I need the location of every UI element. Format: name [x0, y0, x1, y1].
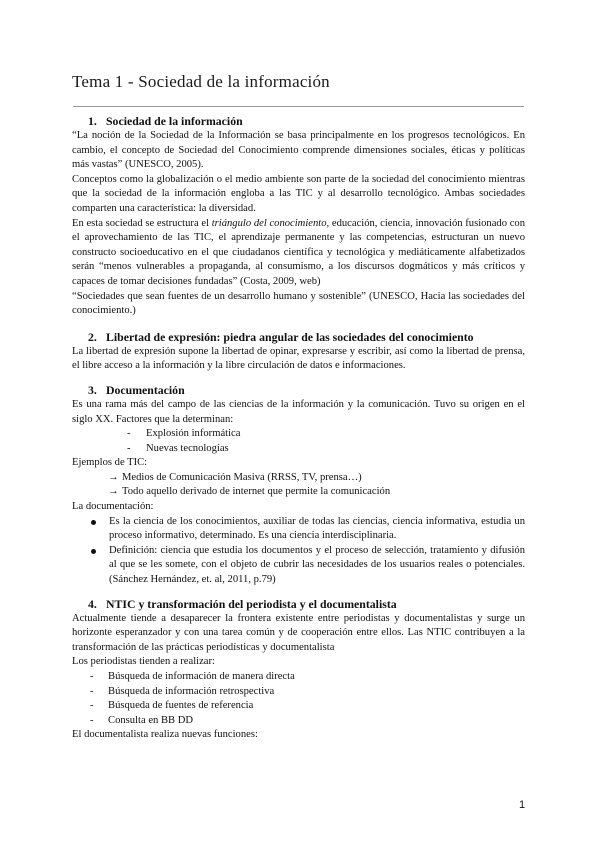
list-item: - Consulta en BB DD — [72, 714, 525, 729]
section-3-title: Documentación — [106, 382, 185, 397]
section-4-title: NTIC y transformación del periodista y el documentalista — [106, 596, 397, 611]
documentation-bullets — [72, 515, 525, 588]
journalists-label: Los periodistas tienden a realizar: — [72, 656, 215, 668]
list-item: - Búsqueda de fuentes de referencia — [72, 699, 525, 714]
list-item — [72, 471, 525, 486]
section-4-paragraph-1: Actualmente tiende a desaparecer la frontera existente entre periodistas y documentalistas y surge un horizonte esperanzador y con una tarea común y de cooperación entre ellos. Las NTIC contribuyen a la transformación de las prácticas periodísticas y documentalista — [72, 612, 525, 653]
bullet-text: Definición: ciencia que estudia los documentos y el proceso de selección, tratamiento y difusión al que se les somete, con el objeto de cubrir las necesidades de los usuarios reales o potenciales. (Sánchez Hernández, et. al, 2011, p.79) — [109, 544, 525, 586]
section-1-p3-after: , educación, ciencia, innovación fusionado con el aprovechamiento de las TIC, el aprendizaje permanente y las competencias, estructuran un nuevo constructo socioeducativo en el que ciudadanos científica y tecnológica y mediáticamente alfabetizados serán “menos vulnerables a propaganda, al consumismo, a los discursos dogmáticos y más críticos y capaces de tomar decisiones fundadas” (Costa, 2009, web) — [72, 217, 526, 287]
section-4-heading — [72, 597, 525, 612]
section-2-heading — [72, 330, 525, 345]
documentation-label: La documentación: — [72, 501, 154, 513]
title-divider — [73, 106, 524, 107]
bullet-text: Es la ciencia de los conocimientos, auxiliar de todas las ciencias, ciencia informativa, estudia un proceso informativo, determinado. Es una ciencia interdisciplinaria. — [109, 515, 525, 542]
section-3-heading — [72, 383, 525, 398]
list-item — [72, 544, 525, 588]
arrow-icon: → — [108, 486, 119, 498]
section-1-title: Sociedad de la información — [106, 114, 243, 128]
journalists-list — [72, 670, 525, 728]
factors-list — [72, 427, 525, 456]
list-item: - Búsqueda de información retrospectiva — [72, 685, 525, 700]
section-1-number: 1. — [88, 114, 97, 128]
section-1-paragraph-4: “Sociedades que sean fuentes de un desarrollo humano y sostenible” (UNESCO, Hacia las sociedades del conocimiento.) — [72, 290, 525, 317]
list-item: - Búsqueda de información de manera directa — [72, 670, 525, 685]
bullet-icon — [91, 549, 96, 554]
section-1-paragraph-3 — [72, 217, 525, 290]
section-1-p3-italic: triángulo del conocimiento — [211, 217, 327, 229]
section-2-number: 2. — [88, 329, 97, 344]
section-4-closing: El documentalista realiza nuevas funciones: — [72, 729, 258, 741]
example-text: Medios de Comunicación Masiva (RRSS, TV, prensa…) — [122, 471, 362, 483]
examples-label: Ejemplos de TIC: — [72, 457, 148, 469]
section-3-number: 3. — [88, 382, 97, 397]
section-1-p3-before: En esta sociedad se estructura el — [72, 217, 212, 229]
list-item: - Explosión informática — [72, 427, 525, 442]
section-2-title: Libertad de expresión: piedra angular de las sociedades del conocimiento — [106, 329, 474, 344]
list-item — [72, 515, 525, 544]
arrow-icon: → — [108, 471, 119, 483]
page-title: Tema 1 - Sociedad de la información — [72, 72, 330, 91]
section-2-paragraph-1: La libertad de expresión supone la libertad de opinar, expresarse y escribir, así como la libertad de prensa, el libre acceso a la información y la libre circulación de datos e informaciones. — [72, 345, 525, 372]
list-item: - Nuevas tecnologías — [72, 442, 525, 457]
examples-list — [72, 471, 525, 500]
list-item — [72, 485, 525, 500]
page-number: 1 — [519, 799, 526, 811]
section-3-paragraph-1: Es una rama más del campo de las ciencias de la información y la comunicación. Tuvo su origen en el siglo XX. Factores que la determinan: — [72, 398, 525, 425]
section-1-paragraph-2: Conceptos como la globalización o el medio ambiente son parte de la sociedad del conocimiento mientras que la sociedad de la información engloba a las TIC y al desarrollo tecnológico. Ambas sociedades comparten una característica: la diversidad. — [72, 173, 525, 214]
section-1-heading — [72, 114, 525, 129]
bullet-icon — [91, 520, 96, 525]
section-1-paragraph-1: “La noción de la Sociedad de la Información se basa principalmente en los progresos tecnológicos. En cambio, el concepto de Sociedad del Conocimiento comprende dimensiones sociales, éticas y políticas más vastas” (UNESCO, 2005). — [72, 130, 525, 171]
example-text: Todo aquello derivado de internet que permite la comunicación — [122, 486, 391, 498]
section-4-number: 4. — [88, 596, 97, 611]
document-body — [72, 112, 525, 743]
